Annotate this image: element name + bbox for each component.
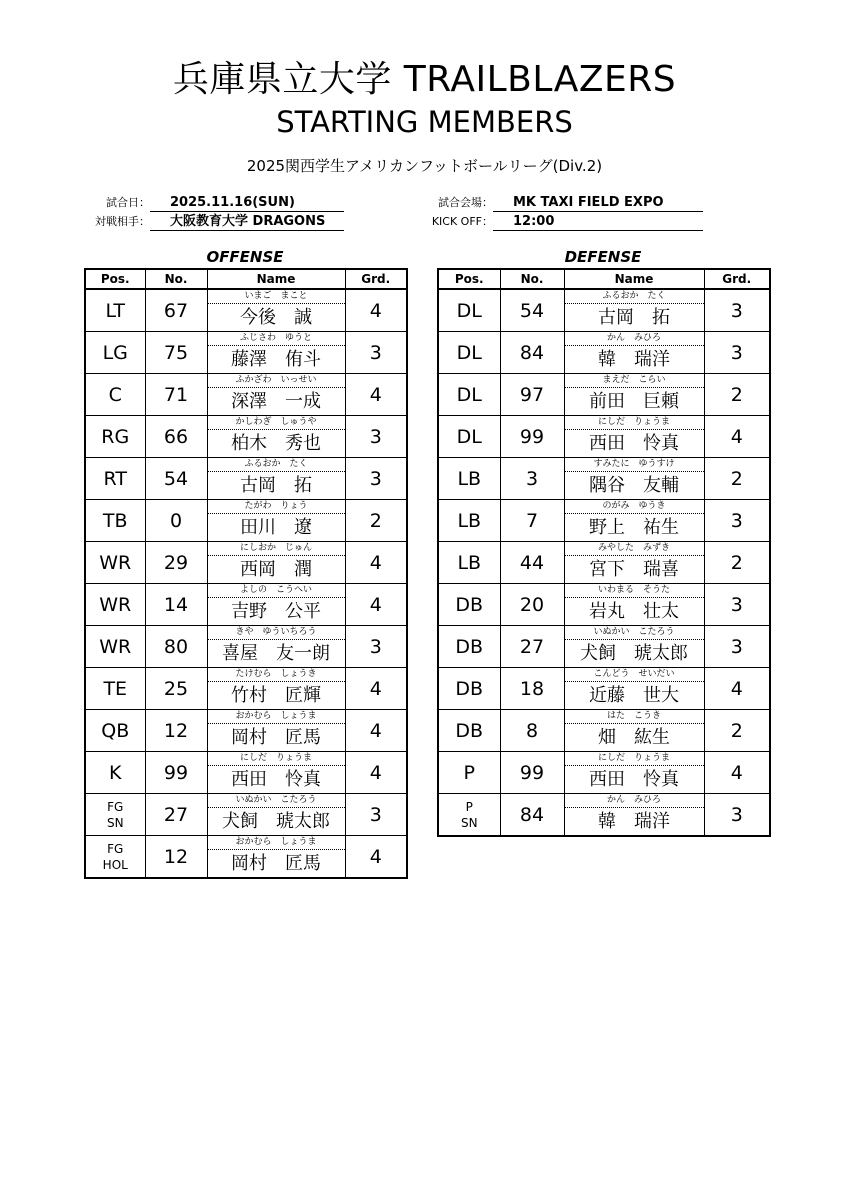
player-furigana: いまご まこと: [208, 290, 345, 304]
player-row: [85, 836, 407, 879]
name-cell: [207, 500, 345, 542]
player-furigana: みやした みずき: [565, 542, 704, 556]
player-row: [438, 752, 770, 794]
player-row: [85, 458, 407, 500]
player-furigana: はた こうき: [565, 710, 704, 724]
grade-cell: 4: [345, 668, 407, 710]
jersey-number: 66: [145, 416, 207, 458]
player-furigana: いぬかい こたろう: [565, 626, 704, 640]
player-row: [85, 752, 407, 794]
jersey-number: 84: [500, 794, 564, 837]
player-row: [85, 289, 407, 332]
player-name: 古岡 拓: [598, 307, 670, 328]
player-furigana: のがみ ゆうき: [565, 500, 704, 514]
name-cell: [564, 289, 704, 332]
player-row: [438, 626, 770, 668]
player-furigana: ふかざわ いっせい: [208, 374, 345, 388]
position-cell: DB: [438, 668, 500, 710]
player-name: 近藤 世大: [589, 685, 679, 706]
position-cell: DB: [438, 710, 500, 752]
grade-cell: 2: [704, 374, 770, 416]
position-cell: WR: [85, 584, 145, 626]
name-cell: [564, 584, 704, 626]
name-cell: [207, 289, 345, 332]
player-furigana: たけむら しょうき: [208, 668, 345, 682]
name-cell: [564, 794, 704, 837]
jersey-number: 27: [500, 626, 564, 668]
player-name: 隅谷 友輔: [589, 475, 679, 496]
name-cell: [564, 458, 704, 500]
grade-cell: 4: [345, 374, 407, 416]
offense-title: OFFENSE: [206, 248, 284, 266]
player-row: [438, 289, 770, 332]
position-line-1: FG: [107, 799, 124, 814]
position-cell: DL: [456, 299, 482, 322]
grade-cell: 2: [704, 542, 770, 584]
jersey-number: 12: [145, 836, 207, 879]
grade-cell: 3: [704, 289, 770, 332]
jersey-number: 20: [500, 584, 564, 626]
player-name: 藤澤 侑斗: [231, 349, 321, 370]
grade-cell: 3: [704, 794, 770, 837]
jersey-number: 80: [145, 626, 207, 668]
grade-cell: 4: [345, 710, 407, 752]
jersey-number: 71: [145, 374, 207, 416]
jersey-number: 12: [145, 710, 207, 752]
position-cell: DB: [438, 584, 500, 626]
grade-cell: 3: [704, 332, 770, 374]
player-furigana: にしおか じゅん: [208, 542, 345, 556]
player-furigana: いわまる そうた: [565, 584, 704, 598]
grade-cell: 4: [704, 752, 770, 794]
grade-cell: 4: [345, 584, 407, 626]
player-row: [438, 710, 770, 752]
player-name: 西岡 潤: [240, 559, 312, 580]
offense-header-row: [85, 269, 407, 289]
jersey-number: 99: [500, 752, 564, 794]
position-cell: QB: [85, 710, 145, 752]
position-cell: DL: [438, 332, 500, 374]
position-cell: [85, 794, 145, 836]
name-cell: [207, 626, 345, 668]
position-cell: WR: [85, 626, 145, 668]
jersey-number: 54: [500, 289, 564, 332]
position-line-1: FG: [107, 841, 124, 856]
player-furigana: まえだ こらい: [565, 374, 704, 388]
jersey-number: 29: [145, 542, 207, 584]
player-row: [85, 542, 407, 584]
jersey-number: 84: [500, 332, 564, 374]
jersey-number: 75: [145, 332, 207, 374]
player-row: [438, 794, 770, 837]
jersey-number: 97: [500, 374, 564, 416]
jersey-number: 8: [500, 710, 564, 752]
league-name: 2025関西学生アメリカンフットボールリーグ(Div.2): [246, 157, 603, 175]
jersey-number: 0: [145, 500, 207, 542]
player-row: [85, 710, 407, 752]
name-cell: [564, 500, 704, 542]
position-cell: RT: [85, 458, 145, 500]
name-cell: [207, 668, 345, 710]
position-cell: [85, 836, 145, 879]
defense-table: [437, 268, 771, 837]
kickoff-label: KICK OFF：: [431, 215, 493, 228]
player-furigana: ふじさわ ゆうと: [208, 332, 345, 346]
jersey-number: 54: [145, 458, 207, 500]
grade-cell: 3: [704, 500, 770, 542]
grade-cell: 3: [704, 626, 770, 668]
player-furigana: たがわ りょう: [208, 500, 345, 514]
player-row: [438, 332, 770, 374]
position-cell: P: [438, 752, 500, 794]
venue-label: 試合会場：: [438, 196, 493, 209]
position-cell: LB: [438, 500, 500, 542]
name-cell: [564, 416, 704, 458]
player-name: 野上 祐生: [589, 517, 679, 538]
position-cell: LB: [438, 542, 500, 584]
player-name: 竹村 匠輝: [231, 685, 321, 706]
player-furigana: すみたに ゆうすけ: [565, 458, 704, 472]
name-cell: [207, 752, 345, 794]
venue-value: MK TAXI FIELD EXPO: [493, 195, 703, 212]
grade-cell: 4: [345, 542, 407, 584]
name-cell: [207, 710, 345, 752]
jersey-number: 27: [145, 794, 207, 836]
player-furigana: かしわぎ しゅうや: [208, 416, 345, 430]
player-furigana: かん みひろ: [565, 794, 704, 808]
grade-cell: 4: [345, 752, 407, 794]
opponent-label: 対戦相手：: [95, 215, 150, 228]
position-cell: [438, 794, 500, 837]
position-line-2: SN: [460, 815, 478, 830]
position-cell: DL: [438, 374, 500, 416]
jersey-number: 99: [500, 416, 564, 458]
player-name: 前田 巨頼: [589, 391, 679, 412]
position-line-1: P: [465, 799, 473, 814]
position-cell: DL: [438, 416, 500, 458]
column-header-name: Name: [564, 269, 704, 289]
jersey-number: 18: [500, 668, 564, 710]
player-furigana: かん みひろ: [565, 332, 704, 346]
jersey-number: 25: [145, 668, 207, 710]
column-header-no: No.: [145, 269, 207, 289]
player-name: 古岡 拓: [240, 475, 312, 496]
player-name: 岡村 匠馬: [231, 727, 321, 748]
player-name: 韓 瑞洋: [598, 349, 670, 370]
name-cell: [207, 374, 345, 416]
player-row: [85, 416, 407, 458]
player-row: [438, 542, 770, 584]
position-cell: DB: [438, 626, 500, 668]
player-name: 韓 瑞洋: [598, 811, 670, 832]
position-cell: LT: [105, 299, 126, 322]
player-name: 深澤 一成: [231, 391, 321, 412]
player-furigana: よしの こうへい: [208, 584, 345, 598]
column-header-grd: Grd.: [704, 269, 770, 289]
player-row: [85, 332, 407, 374]
name-cell: [207, 416, 345, 458]
player-row: [85, 668, 407, 710]
grade-cell: 2: [345, 500, 407, 542]
jersey-number: 44: [500, 542, 564, 584]
player-row: [438, 584, 770, 626]
column-header-no: No.: [500, 269, 564, 289]
player-name: 西田 怜真: [589, 769, 679, 790]
opponent-value: 大阪教育大学 DRAGONS: [150, 214, 344, 231]
jersey-number: 7: [500, 500, 564, 542]
grade-cell: 3: [345, 416, 407, 458]
position-cell: C: [85, 374, 145, 416]
grade-cell: 4: [345, 289, 407, 332]
grade-cell: 2: [704, 710, 770, 752]
player-furigana: ふるおか たく: [208, 458, 345, 472]
position-line-2: HOL: [102, 857, 128, 872]
name-cell: [564, 332, 704, 374]
name-cell: [564, 668, 704, 710]
player-row: [438, 668, 770, 710]
player-name: 柏木 秀也: [231, 433, 321, 454]
page-subtitle: STARTING MEMBERS: [276, 105, 573, 139]
player-row: [438, 458, 770, 500]
player-name: 畑 紘生: [598, 727, 670, 748]
page-title: 兵庫県立大学 TRAILBLAZERS: [172, 59, 677, 100]
date-label: 試合日：: [106, 196, 150, 209]
column-header-pos: Pos.: [85, 269, 145, 289]
player-name: 岩丸 壮太: [589, 601, 679, 622]
player-name: 吉野 公平: [231, 601, 321, 622]
offense-table: [84, 268, 408, 879]
position-cell: RG: [85, 416, 145, 458]
player-row: [85, 500, 407, 542]
jersey-number: 3: [500, 458, 564, 500]
player-name: 喜屋 友一朗: [222, 643, 330, 664]
kickoff-value: 12:00: [493, 214, 703, 231]
name-cell: [564, 626, 704, 668]
position-cell: LG: [85, 332, 145, 374]
name-cell: [564, 710, 704, 752]
grade-cell: 3: [345, 332, 407, 374]
position-cell: K: [85, 752, 145, 794]
player-furigana: おかむら しょうま: [208, 710, 345, 724]
player-row: [438, 500, 770, 542]
player-furigana: にしだ りょうま: [565, 752, 704, 766]
player-row: [85, 794, 407, 836]
player-name: 岡村 匠馬: [231, 853, 321, 874]
grade-cell: 4: [704, 668, 770, 710]
name-cell: [207, 458, 345, 500]
player-furigana: にしだ りょうま: [565, 416, 704, 430]
name-cell: [207, 836, 345, 879]
grade-cell: 3: [345, 626, 407, 668]
column-header-name: Name: [207, 269, 345, 289]
grade-cell: 4: [345, 836, 407, 879]
player-name: 犬飼 琥太郎: [580, 643, 688, 664]
jersey-number: 14: [145, 584, 207, 626]
player-row: [85, 626, 407, 668]
player-furigana: きや ゆういちろう: [208, 626, 345, 640]
defense-header-row: [438, 269, 770, 289]
player-row: [438, 416, 770, 458]
player-name: 西田 怜真: [589, 433, 679, 454]
player-furigana: いぬかい こたろう: [208, 794, 345, 808]
column-header-grd: Grd.: [345, 269, 407, 289]
defense-title: DEFENSE: [564, 248, 642, 266]
grade-cell: 4: [704, 416, 770, 458]
player-furigana: おかむら しょうま: [208, 836, 345, 850]
grade-cell: 2: [704, 458, 770, 500]
position-cell: TE: [85, 668, 145, 710]
jersey-number: 67: [145, 289, 207, 332]
position-cell: LB: [438, 458, 500, 500]
player-furigana: ふるおか たく: [565, 290, 704, 304]
position-cell: TB: [85, 500, 145, 542]
player-name: 田川 遼: [240, 517, 312, 538]
name-cell: [207, 584, 345, 626]
player-name: 今後 誠: [240, 307, 312, 328]
player-furigana: にしだ りょうま: [208, 752, 345, 766]
player-row: [85, 374, 407, 416]
position-line-2: SN: [106, 815, 124, 830]
column-header-pos: Pos.: [438, 269, 500, 289]
name-cell: [564, 374, 704, 416]
position-cell: WR: [85, 542, 145, 584]
name-cell: [207, 332, 345, 374]
player-name: 犬飼 琥太郎: [222, 811, 330, 832]
name-cell: [207, 794, 345, 836]
grade-cell: 3: [704, 584, 770, 626]
name-cell: [207, 542, 345, 584]
jersey-number: 99: [145, 752, 207, 794]
player-row: [438, 374, 770, 416]
player-name: 西田 怜真: [231, 769, 321, 790]
name-cell: [564, 542, 704, 584]
player-furigana: こんどう せいだい: [565, 668, 704, 682]
date-value: 2025.11.16(SUN): [150, 195, 344, 212]
player-row: [85, 584, 407, 626]
grade-cell: 3: [345, 458, 407, 500]
player-name: 宮下 瑞喜: [589, 559, 679, 580]
name-cell: [564, 752, 704, 794]
grade-cell: 3: [345, 794, 407, 836]
